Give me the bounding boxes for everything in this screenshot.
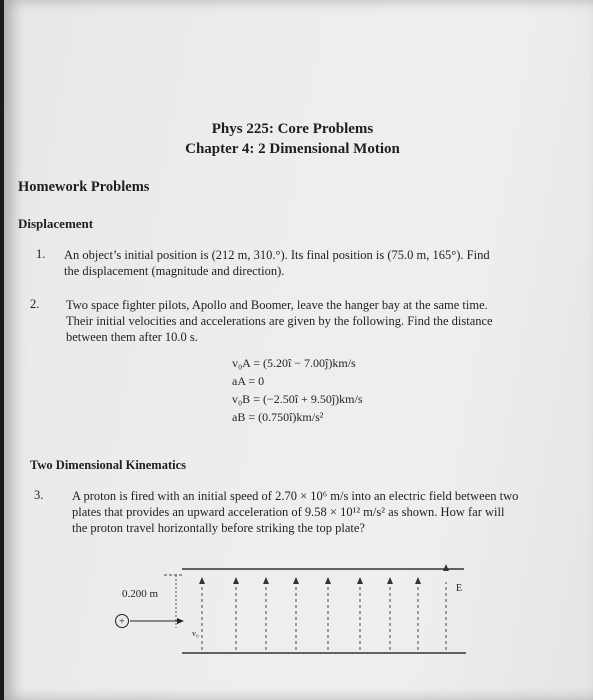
problem-2-line-2: Their initial velocities and accelerations are given by the following. Find the distance	[66, 314, 493, 328]
section-heading-kinematics: Two Dimensional Kinematics	[30, 458, 187, 472]
equation-velocity-a: v₀A = (5.20î − 7.00ĵ)km/s	[232, 356, 356, 370]
problem-3-line-1: A proton is fired with an initial speed of 2.70 × 10⁶ m/s into an electric field between two	[72, 489, 519, 503]
problem-2-text	[66, 297, 493, 345]
section-heading-homework: Homework Problems	[18, 179, 150, 195]
problem-3-text	[72, 488, 518, 536]
problem-2-equations	[232, 354, 363, 426]
problem-3-line-3: the proton travel horizontally before striking the top plate?	[72, 521, 365, 535]
problem-3-number: 3.	[34, 488, 44, 502]
section-heading-displacement: Displacement	[18, 216, 94, 231]
electric-field-figure	[4, 560, 593, 700]
problem-2-line-1: Two space fighter pilots, Apollo and Boomer, leave the hanger bay at the same time.	[66, 298, 488, 312]
problem-2-number: 2.	[30, 297, 40, 311]
equation-velocity-b: v₀B = (−2.50î + 9.50ĵ)km/s	[232, 392, 363, 406]
equation-acceleration-b: aB = (0.750î)km/s²	[232, 410, 324, 424]
problem-1-line-2: the displacement (magnitude and direction).	[64, 264, 285, 278]
course-title: Phys 225: Core Problems	[211, 121, 374, 137]
gap-label: 0.200 m	[122, 588, 159, 600]
document-page	[4, 0, 593, 700]
field-arrowheads	[199, 564, 449, 584]
chapter-title: Chapter 4: 2 Dimensional Motion	[185, 141, 400, 157]
problem-1-number: 1.	[36, 247, 46, 261]
proton-symbol: +	[119, 616, 125, 628]
field-lines	[202, 582, 446, 650]
problem-3-line-2: plates that provides an upward acceleration of 9.58 × 10¹² m/s² as shown. How far will	[72, 505, 505, 519]
problem-2-line-3: between them after 10.0 s.	[66, 330, 198, 344]
field-label: E	[456, 583, 463, 594]
equation-acceleration-a: aA = 0	[232, 374, 265, 388]
problem-1-line-1: An object’s initial position is (212 m, 310.°). Its final position is (75.0 m, 165°). Find	[64, 248, 490, 262]
velocity-label: v₀	[192, 629, 199, 638]
problem-1-text	[64, 247, 490, 279]
